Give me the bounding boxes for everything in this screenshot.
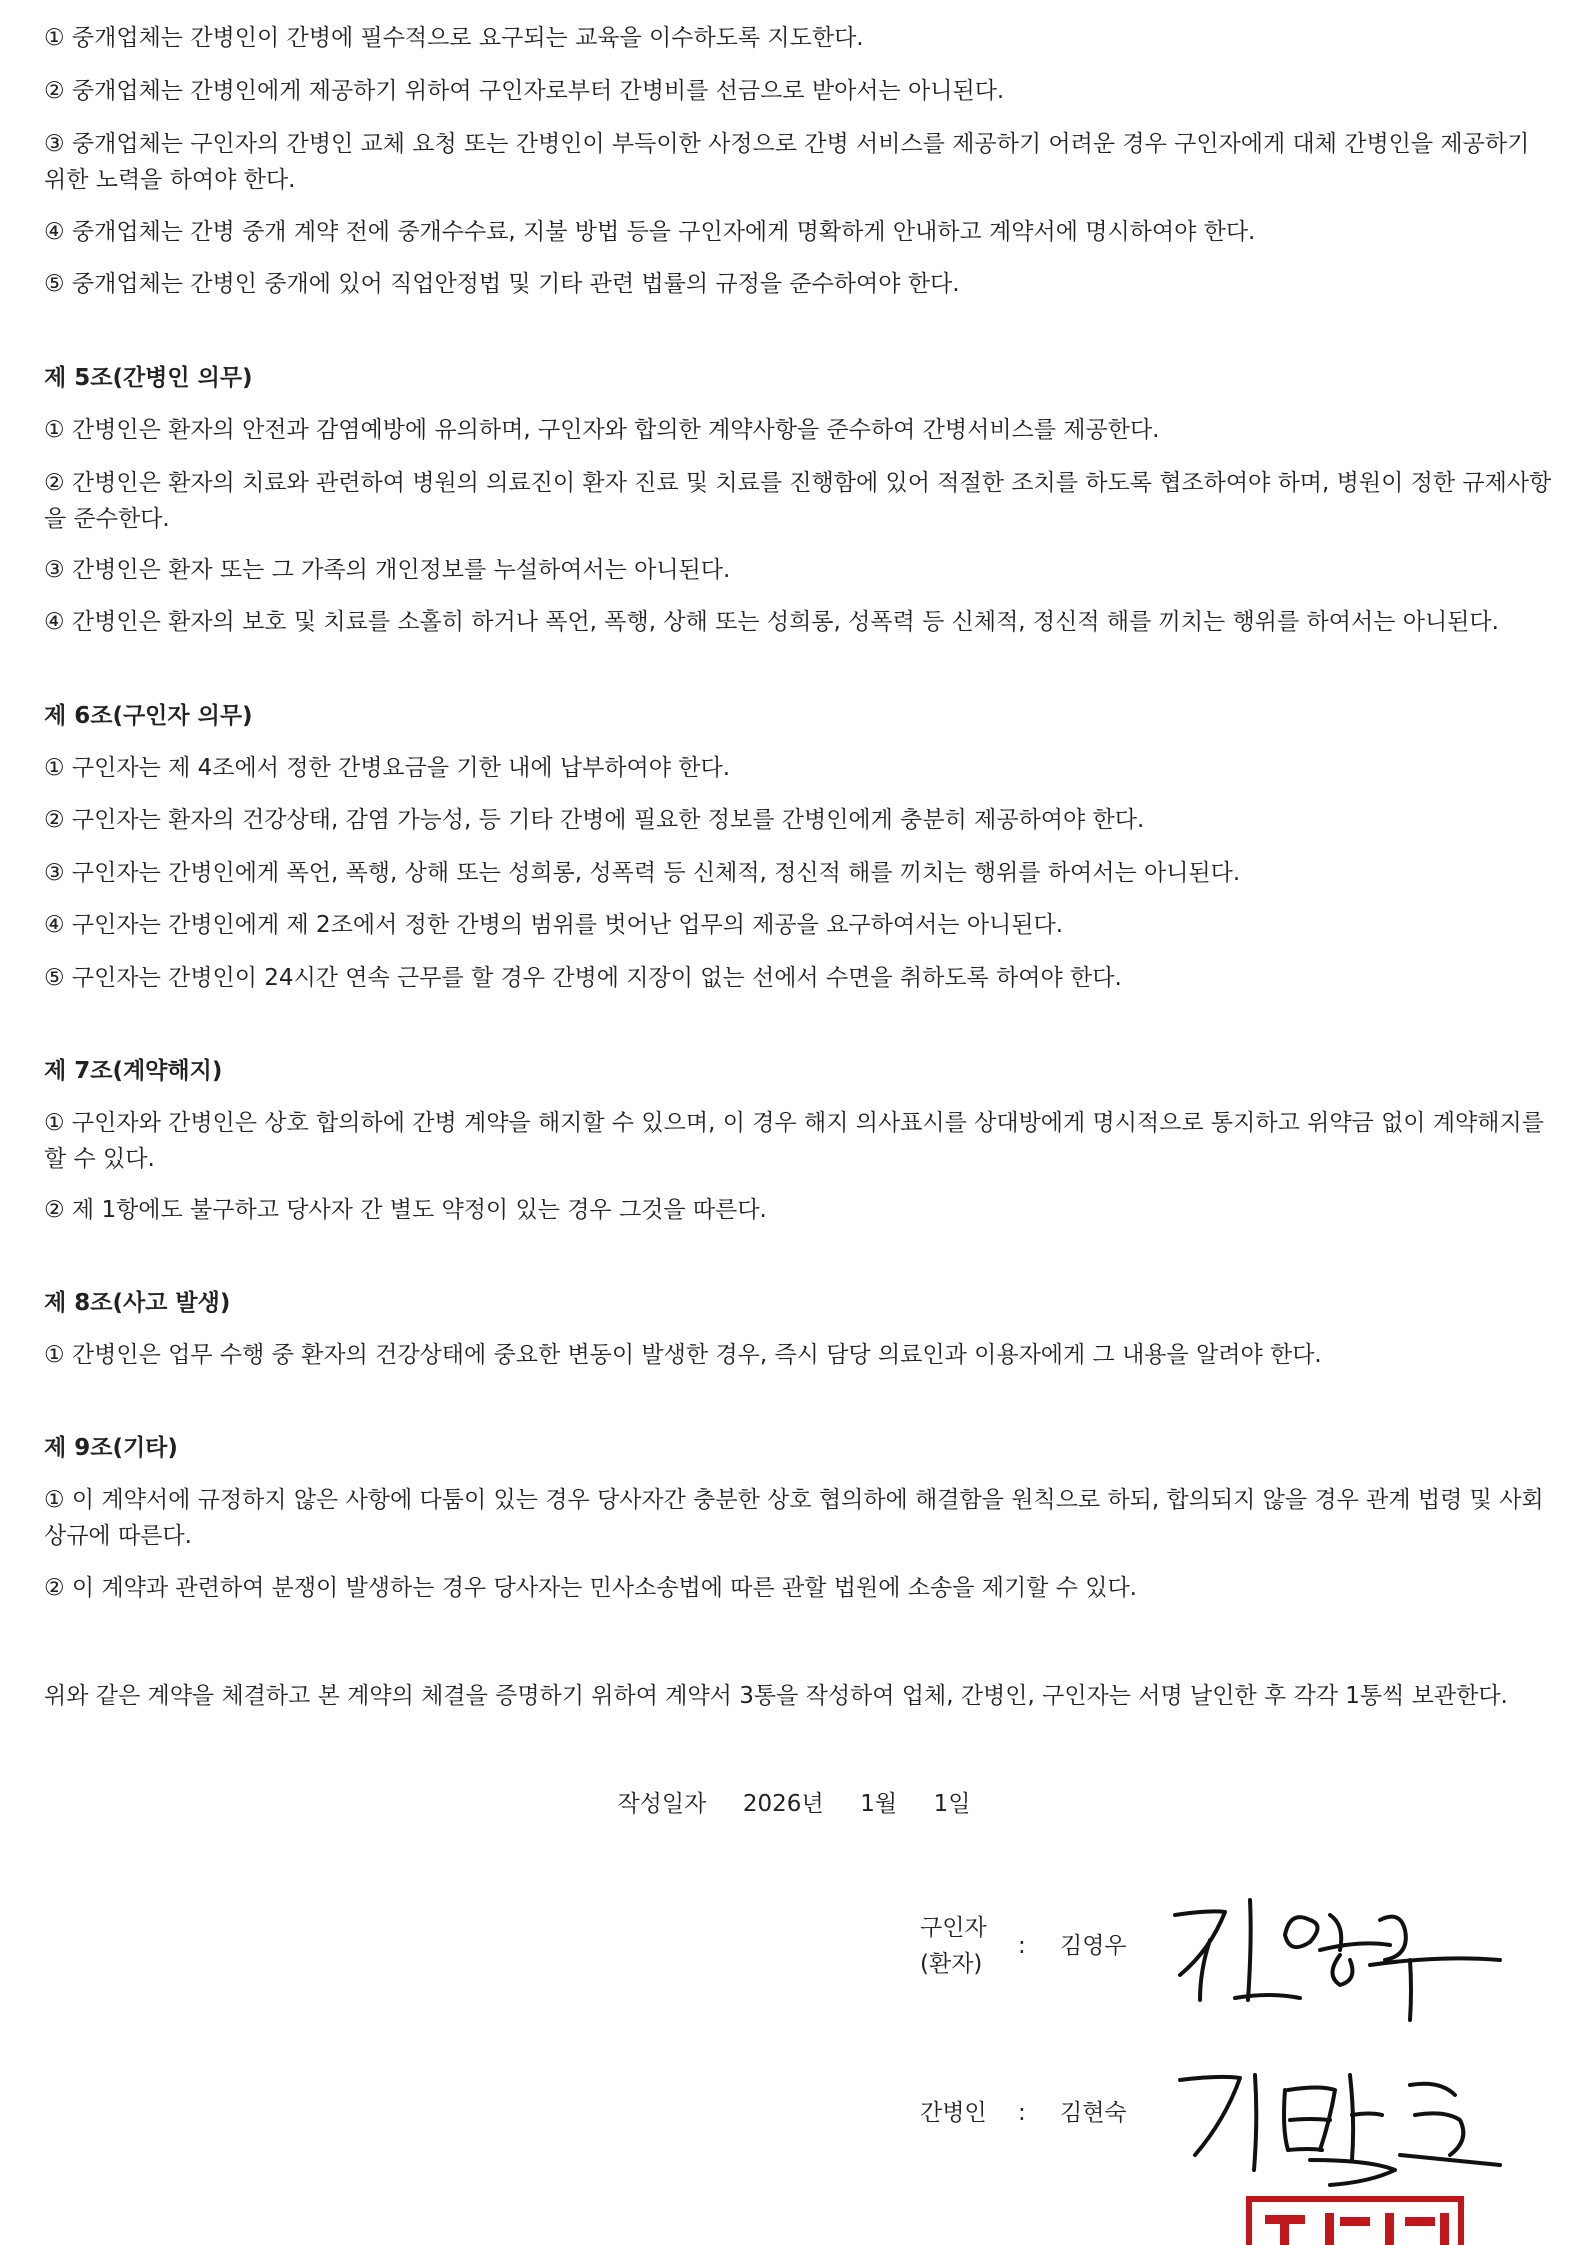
article7-item-2: ② 제 1항에도 불구하고 당사자 간 별도 약정이 있는 경우 그것을 따른다. xyxy=(44,1197,767,1223)
article9-item-1: ① 이 계약서에 규정하지 않은 사항에 다툼이 있는 경우 당사자간 충분한 상호 협의하에 해결함을 원칙으로 하되, 합의되지 않을 경우 관계 법령 및 사회상규에 따른다. xyxy=(44,1487,1544,1549)
caregiver-role: 간병인 xyxy=(920,2100,987,2126)
client-role-line1: 구인자 xyxy=(920,1915,987,1941)
creation-date xyxy=(44,1786,1544,1822)
article5-item-2: ② 간병인은 환자의 치료와 관련하여 병원의 의료진이 환자 진료 및 치료를 진행함에 있어 적절한 조치를 하도록 협조하여야 하며, 병원이 정한 규제사항을 준수한다. xyxy=(44,470,1552,532)
article5-item-4: ④ 간병인은 환자의 보호 및 치료를 소홀히 하거나 폭언, 폭행, 상해 또는 성희롱, 성폭력 등 신체적, 정신적 해를 끼치는 행위를 하여서는 아니된다. xyxy=(44,609,1499,635)
article6-item-1: ① 구인자는 제 4조에서 정한 간병요금을 기한 내에 납부하여야 한다. xyxy=(44,755,731,781)
client-role xyxy=(920,1910,987,1982)
seal-stamp xyxy=(1245,2195,1465,2245)
article5-title: 제 5조(간병인 의무) xyxy=(44,365,253,391)
article8-item-1: ① 간병인은 업무 수행 중 환자의 건강상태에 중요한 변동이 발생한 경우, 즉시 담당 의료인과 이용자에게 그 내용을 알려야 한다. xyxy=(44,1342,1322,1368)
article6-item-4: ④ 구인자는 간병인에게 제 2조에서 정한 간병의 범위를 벗어난 업무의 제공을 요구하여서는 아니된다. xyxy=(44,912,1064,938)
client-separator: : xyxy=(1018,1933,1026,1959)
client-role-line2: (환자) xyxy=(920,1951,983,1977)
article9-item-2: ② 이 계약과 관련하여 분쟁이 발생하는 경우 당사자는 민사소송법에 따른 관할 법원에 소송을 제기할 수 있다. xyxy=(44,1575,1137,1601)
article4-item-3: ③ 중개업체는 구인자의 간병인 교체 요청 또는 간병인이 부득이한 사정으로 간병 서비스를 제공하기 어려운 경우 구인자에게 대체 간병인을 제공하기 위한 노력을 하여야 한다. xyxy=(44,131,1530,193)
article9-title: 제 9조(기타) xyxy=(44,1435,178,1461)
article8-title: 제 8조(사고 발생) xyxy=(44,1290,231,1316)
article4-item-2: ② 중개업체는 간병인에게 제공하기 위하여 구인자로부터 간병비를 선금으로 받아서는 아니된다. xyxy=(44,78,1005,104)
caregiver-name: 김현숙 xyxy=(1060,2100,1127,2126)
article5-item-3: ③ 간병인은 환자 또는 그 가족의 개인정보를 누설하여서는 아니된다. xyxy=(44,557,731,583)
article6-item-2: ② 구인자는 환자의 건강상태, 감염 가능성, 등 기타 간병에 필요한 정보를 간병인에게 충분히 제공하여야 한다. xyxy=(44,807,1145,833)
date-month: 1월 xyxy=(860,1791,898,1817)
article6-item-5: ⑤ 구인자는 간병인이 24시간 연속 근무를 할 경우 간병에 지장이 없는 선에서 수면을 취하도록 하여야 한다. xyxy=(44,965,1122,991)
article4-item-1: ① 중개업체는 간병인이 간병에 필수적으로 요구되는 교육을 이수하도록 지도한다. xyxy=(44,25,864,51)
date-year: 2026년 xyxy=(742,1791,824,1817)
closing-statement: 위와 같은 계약을 체결하고 본 계약의 체결을 증명하기 위하여 계약서 3통을 작성하여 업체, 간병인, 구인자는 서명 날인한 후 각각 1통씩 보관한다. xyxy=(44,1683,1508,1709)
article4-item-4: ④ 중개업체는 간병 중개 계약 전에 중개수수료, 지불 방법 등을 구인자에게 명확하게 안내하고 계약서에 명시하여야 한다. xyxy=(44,219,1256,245)
caregiver-signature xyxy=(1170,2060,1510,2190)
date-label: 작성일자 xyxy=(617,1791,707,1817)
article6-item-3: ③ 구인자는 간병인에게 폭언, 폭행, 상해 또는 성희롱, 성폭력 등 신체적, 정신적 해를 끼치는 행위를 하여서는 아니된다. xyxy=(44,860,1241,886)
date-day: 1일 xyxy=(933,1791,971,1817)
client-signature xyxy=(1140,1880,1510,2030)
article7-title: 제 7조(계약해지) xyxy=(44,1058,223,1084)
article6-title: 제 6조(구인자 의무) xyxy=(44,703,253,729)
caregiver-separator: : xyxy=(1018,2100,1026,2126)
article5-item-1: ① 간병인은 환자의 안전과 감염예방에 유의하며, 구인자와 합의한 계약사항을 준수하여 간병서비스를 제공한다. xyxy=(44,417,1160,443)
client-name: 김영우 xyxy=(1060,1933,1127,1959)
article4-item-5: ⑤ 중개업체는 간병인 중개에 있어 직업안정법 및 기타 관련 법률의 규정을 준수하여야 한다. xyxy=(44,271,960,297)
article7-item-1: ① 구인자와 간병인은 상호 합의하에 간병 계약을 해지할 수 있으며, 이 경우 해지 의사표시를 상대방에게 명시적으로 통지하고 위약금 없이 계약해지를 할 수 있다. xyxy=(44,1110,1544,1172)
